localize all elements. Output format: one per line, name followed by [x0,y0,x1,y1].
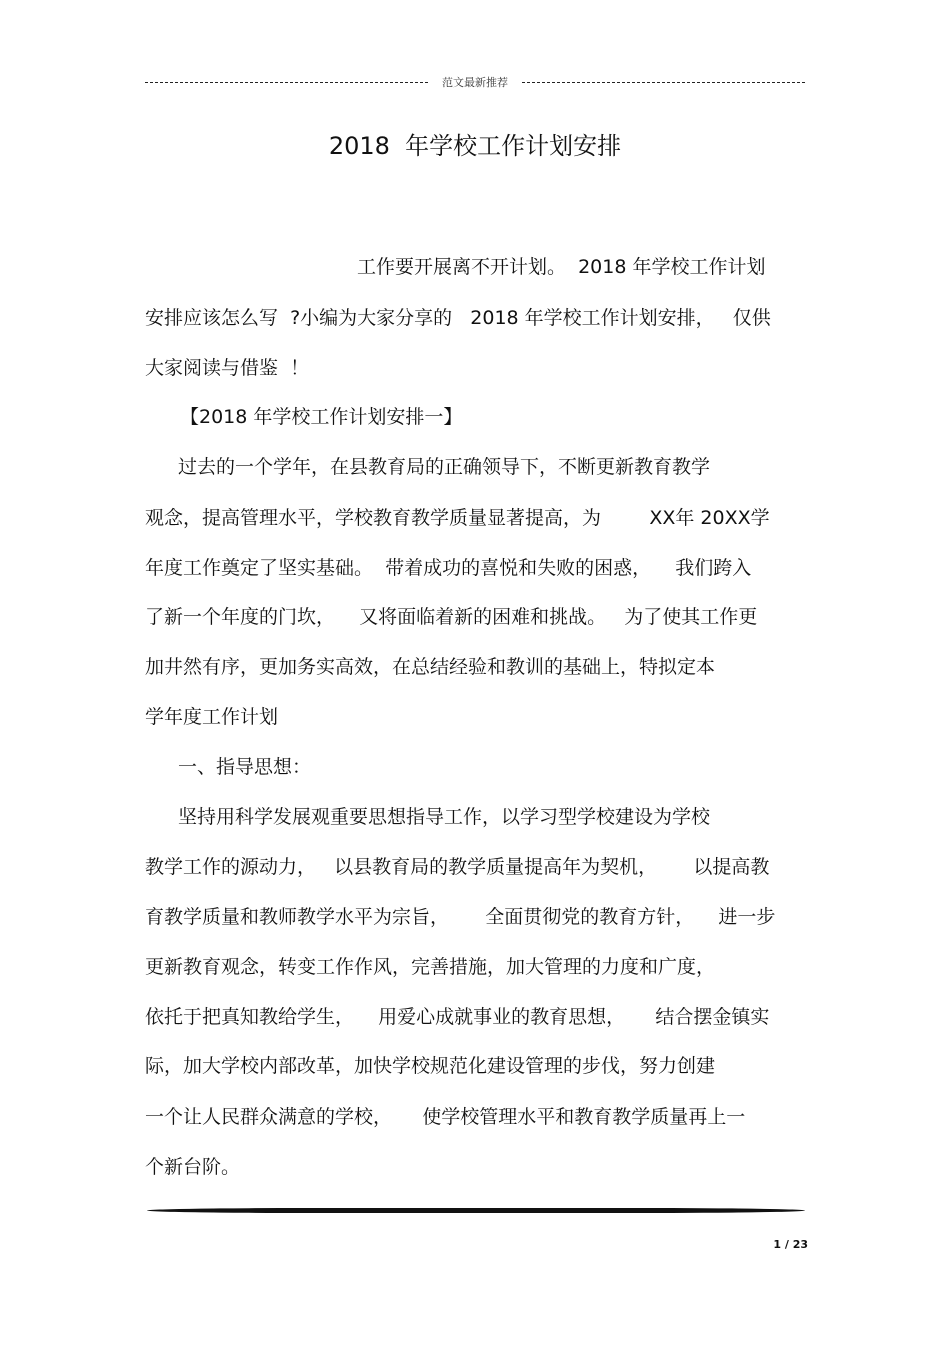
section-heading: 【2018 年学校工作计划安排一】 [180,406,463,428]
paragraph-line: 加井然有序，更加务实高效，在总结经验和教训的基础上，特拟定本 [145,656,716,678]
paragraph-line: 更新教育观念，转变工作作风，完善措施，加大管理的力度和广度， [145,956,716,978]
paragraph-line: 大家阅读与借鉴 ！ [145,357,310,379]
paragraph-line: 观念，提高管理水平，学校教育教学质量显著提高，为 XX年 20XX学 [145,507,770,529]
paragraph-line: 工作要开展离不开计划。 2018 年学校工作计划 [357,256,766,278]
header-right-dashes [522,82,805,83]
document-title: 2018 年学校工作计划安排 [328,132,622,160]
paragraph-line: 育教学质量和教师教学水平为宗旨， 全面贯彻党的教育方针， 进一步 [145,906,776,928]
paragraph-line: 际，加大学校内部改革，加快学校规范化建设管理的步伐，努力创建 [145,1055,716,1077]
header-left-dashes [145,82,428,83]
paragraph-line: 一个让人民群众满意的学校， 使学校管理水平和教育教学质量再上一 [145,1106,746,1128]
paragraph-line: 安排应该怎么写 ?小编为大家分享的 2018 年学校工作计划安排， 仅供 [145,307,771,329]
paragraph-line: 坚持用科学发展观重要思想指导工作，以学习型学校建设为学校 [178,806,711,828]
footer-rule [147,1208,805,1213]
page-number: 1 / 23 [773,1238,808,1251]
paragraph-line: 年度工作奠定了坚实基础。 带着成功的喜悦和失败的困惑， 我们跨入 [145,557,752,579]
paragraph-line: 过去的一个学年，在县教育局的正确领导下，不断更新教育教学 [178,456,711,478]
paragraph-line: 了新一个年度的门坎， 又将面临着新的困难和挑战。 为了使其工作更 [145,606,758,628]
page-header [145,72,805,92]
paragraph-line: 学年度工作计划 [145,706,279,728]
header-text: 范文最新推荐 [442,76,508,89]
subsection-heading: 一、指导思想： [178,756,312,778]
paragraph-line: 个新台阶。 [145,1156,241,1178]
paragraph-line: 依托于把真知教给学生， 用爱心成就事业的教育思想， 结合摆金镇实 [145,1006,770,1028]
paragraph-line: 教学工作的源动力， 以县教育局的教学质量提高年为契机， 以提高教 [145,856,770,878]
